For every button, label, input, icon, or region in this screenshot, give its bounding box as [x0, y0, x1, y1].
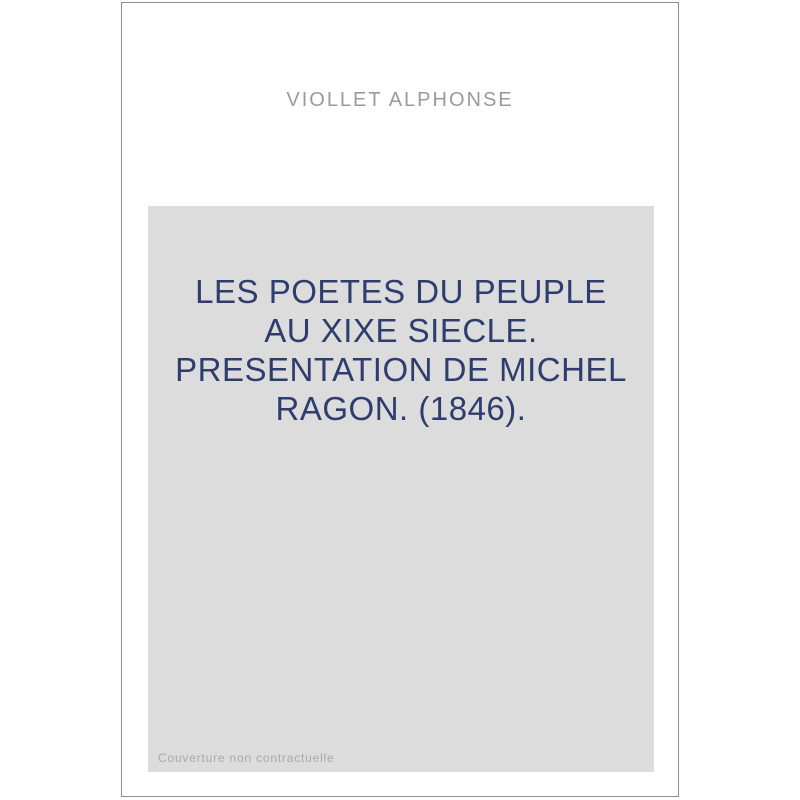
book-title-line-2: AU XIXE SIECLE. [264, 312, 538, 349]
cover-disclaimer-caption: Couverture non contractuelle [158, 751, 335, 765]
author-name: VIOLLET ALPHONSE [286, 89, 514, 111]
book-cover-page [121, 2, 679, 797]
book-title-line-4: RAGON. (1846). [275, 390, 527, 427]
title-panel [148, 206, 654, 772]
book-title-line-1: LES POETES DU PEUPLE [195, 273, 607, 310]
book-title [148, 272, 654, 428]
book-title-line-3: PRESENTATION DE MICHEL [175, 351, 627, 388]
